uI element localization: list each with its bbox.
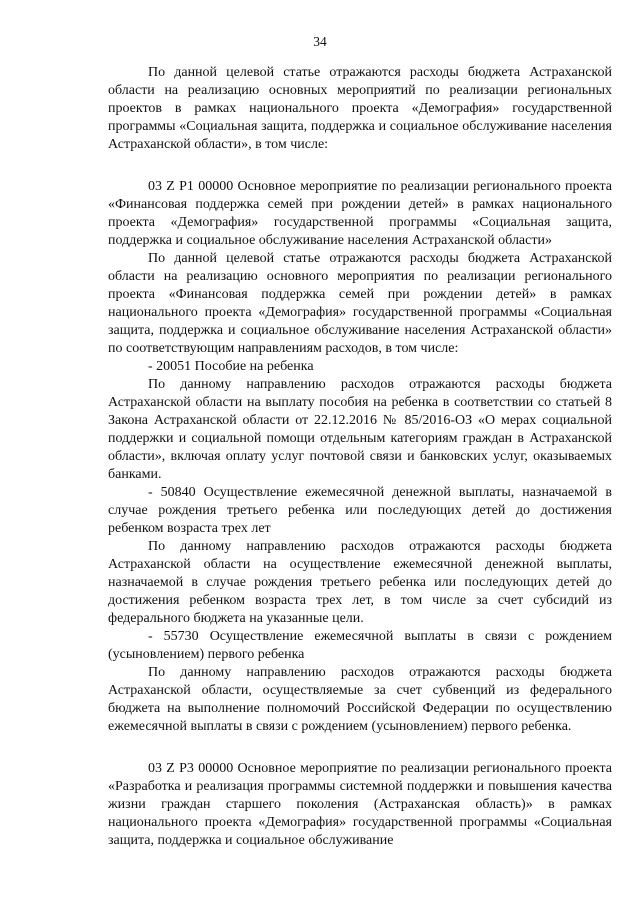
item-50840-description: По данному направлению расходов отражаются расходы бюджета Астраханской области на осуществление ежемесячной денежной выплаты, назначаемой в случае рождения третьего ребенка или последующих детей до достижения ребенком возраста трех лет, в том числе за счет субсидий из федерального бюджета на указанные цели. — [108, 539, 612, 626]
item-55730-description: По данному направлению расходов отражаются расходы бюджета Астраханской области, осуществляемые за счет субвенций из федерального бюджета на выполнение полномочий Российской Федерации по осуществлению ежемесячной выплаты в связи с рождением (усыновлением) первого ребенка. — [108, 665, 612, 734]
item-20051-description: По данному направлению расходов отражаются расходы бюджета Астраханской области на выплату пособия на ребенка в соответствии со статьей 8 Закона Астраханской области от 22.12.2016 № 85/2016-ОЗ «О мерах социальной поддержки и социальной помощи отдельным категориям граждан в Астраханской области», включая оплату услуг почтовой связи и банковских услуг, оказываемых банками. — [108, 377, 612, 482]
section-gap — [108, 154, 612, 178]
item-50840: - 50840 Осуществление ежемесячной денежной выплаты, назначаемой в случае рождения третьего ребенка или последующих детей до достижения ребенком возраста трех лет — [108, 485, 612, 536]
page-number: 34 — [313, 34, 327, 49]
section-gap — [108, 736, 612, 760]
section-heading-p1: 03 Z P1 00000 Основное мероприятие по реализации регионального проекта «Финансовая поддержка семей при рождении детей» в рамках национального проекта «Демография» государственной программы «Социальная защита, поддержка и социальное обслуживание населения Астраханской области» — [108, 179, 612, 248]
intro-paragraph: По данной целевой статье отражаются расходы бюджета Астраханской области на реализацию основных мероприятий по реализации региональных проектов в рамках национального проекта «Демография» государственной программы «Социальная защита, поддержка и социальное обслуживание населения Астраханской области», в том числе: — [108, 65, 612, 152]
document-body — [108, 64, 612, 850]
section-heading-p3: 03 Z P3 00000 Основное мероприятие по реализации регионального проекта «Разработка и реализация программы системной поддержки и повышения качества жизни граждан старшего поколения (Астраханская область)» в рамках национального проекта «Демография» государственной программы «Социальная защита, поддержка и социальное обслуживание — [108, 761, 612, 848]
section-p1-description: По данной целевой статье отражаются расходы бюджета Астраханской области на реализацию основного мероприятия по реализации регионального проекта «Финансовая поддержка семей при рождении детей» в рамках национального проекта «Демография» государственной программы «Социальная защита, поддержка и социальное обслуживание населения Астраханской области» по соответствующим направлениям расходов, в том числе: — [108, 251, 612, 356]
item-20051: - 20051 Пособие на ребенка — [148, 359, 314, 374]
item-55730: - 55730 Осуществление ежемесячной выплаты в связи с рождением (усыновлением) первого ребенка — [108, 629, 612, 662]
